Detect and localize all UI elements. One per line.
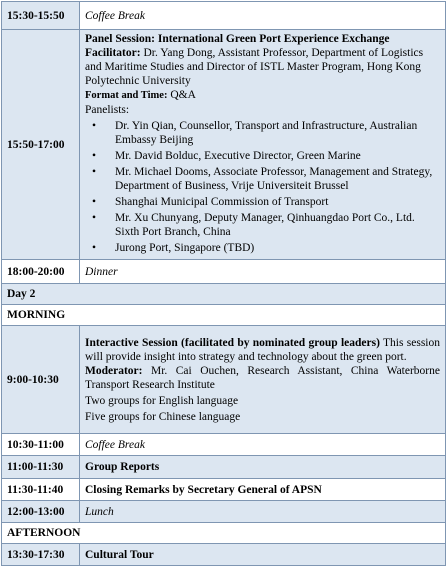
table-row [2,456,446,479]
bullet-icon: • [92,150,97,162]
time-cell: 15:50-17:00 [2,30,80,260]
list-item: • Shanghai Municipal Commission of Transport [92,196,329,208]
session-title: Interactive Session (facilitated by nominated group leaders) [85,336,380,349]
table-row [2,523,446,544]
moderator-line: Moderator: Mr. Cai Ouchen, Research Assistant, China Waterborne Transport Research Institute [85,364,440,391]
bullet-icon: • [92,196,97,208]
time-cell: 9:00-10:30 [2,326,80,434]
list-item: • Mr. Michael Dooms, Associate Professor, Management and Strategy, Department of Business, Vrije Universiteit Brussel [92,166,433,192]
activity-cell: Lunch [80,501,446,523]
table-row [2,326,446,434]
facilitator-line [85,46,440,88]
bullet-icon: • [92,166,97,178]
table-row [2,501,446,523]
activity-cell: Closing Remarks by Secretary General of APSN [80,479,446,501]
group-line: Two groups for English language [85,394,239,407]
moderator-label: Moderator: [85,364,143,377]
activity-cell: Coffee Break [80,2,446,30]
format-text: Q&A [167,89,196,101]
activity-cell [80,30,446,260]
activity-cell: Coffee Break [80,434,446,456]
time-cell: 12:00-13:00 [2,501,80,523]
table-row [2,434,446,456]
agenda-table [1,1,446,566]
table-row [2,544,446,566]
facilitator-label: Facilitator: [85,47,141,59]
table-row [2,305,446,326]
activity-cell: Group Reports [80,456,446,479]
bullet-icon: • [92,212,97,224]
list-item: • Mr. David Bolduc, Executive Director, Green Marine [92,150,361,162]
time-cell: 15:30-15:50 [2,2,80,30]
activity-cell: Dinner [80,260,446,284]
facilitator-text: Dr. Yang Dong, Assistant Professor, Department of Logistics and Maritime Studies and Director of ISTL Master Program, Hong Kong Polytechnic University [85,47,424,87]
session-description: Interactive Session (facilitated by nominated group leaders) This session will provide insight into strategy and technology about the green port. [85,336,440,363]
time-cell: 10:30-11:00 [2,434,80,456]
group-line: Five groups for Chinese language [85,410,241,423]
time-cell: 18:00-20:00 [2,260,80,284]
activity-cell [80,326,446,434]
time-cell: 11:30-11:40 [2,479,80,501]
panelist-list [85,119,440,255]
list-item: • Mr. Xu Chunyang, Deputy Manager, Qinhuangdao Port Co., Ltd. Sixth Port Branch, China [92,212,415,238]
table-row [2,260,446,284]
day-heading: Day 2 [2,284,446,305]
period-heading: MORNING [2,305,446,326]
bullet-icon: • [92,120,97,132]
activity-cell: Cultural Tour [80,544,446,566]
time-cell: 11:00-11:30 [2,456,80,479]
panelists-label: Panelists: [85,104,130,116]
format-label: Format and Time: [85,90,168,101]
list-item: • Jurong Port, Singapore (TBD) [92,242,255,254]
bullet-icon: • [92,242,97,254]
list-item: • Dr. Yin Qian, Counsellor, Transport and Infrastructure, Australian Embassy Beijing [92,120,418,146]
time-cell: 13:30-17:30 [2,544,80,566]
session-title: Panel Session: International Green Port Experience Exchange [85,33,390,45]
table-row [2,30,446,260]
table-row [2,284,446,305]
period-heading: AFTERNOON [2,523,446,544]
table-row [2,479,446,501]
table-row [2,2,446,30]
format-line [85,88,440,103]
